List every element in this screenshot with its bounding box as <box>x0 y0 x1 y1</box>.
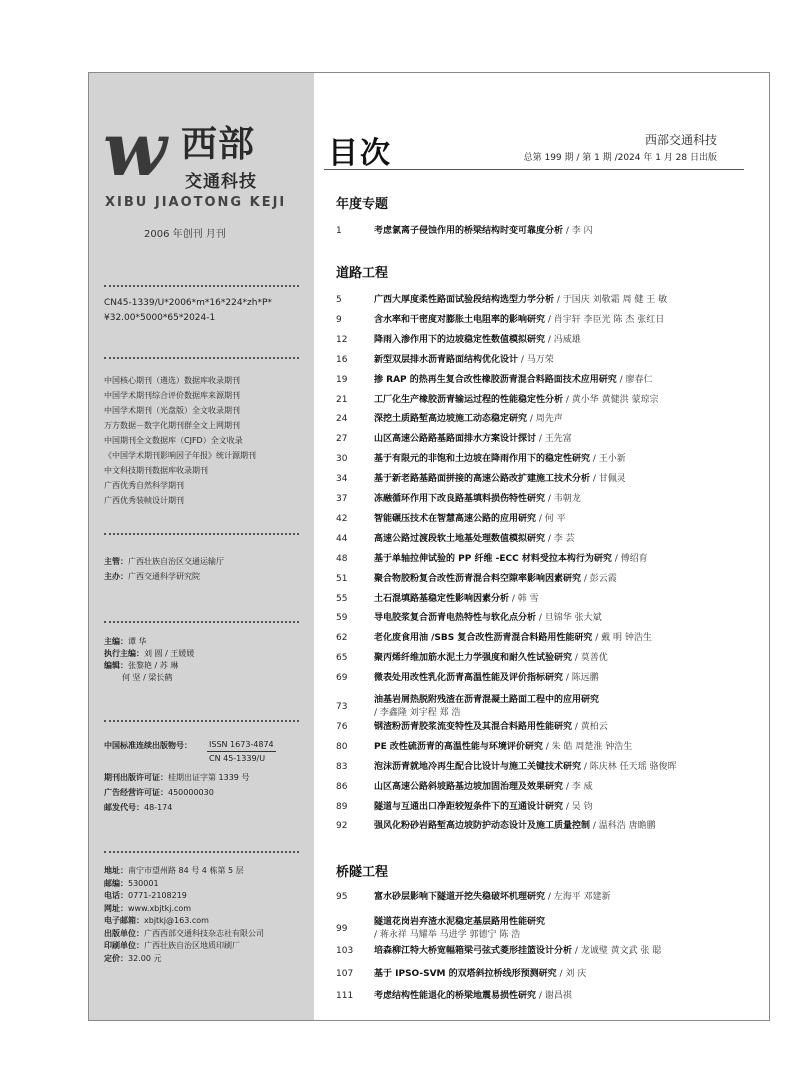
sponsor-line: 主管：广西壮族自治区交通运输厅 <box>104 557 224 566</box>
code-line: CN45-1339/U*2006*m*16*224*zh*P* <box>104 298 272 308</box>
index-item: 广西优秀自然科学期刊 <box>104 481 184 490</box>
page-number: 19 <box>336 374 348 385</box>
article-title: 强风化粉砂岩路堑高边坡防护动态设计及施工质量控制 <box>374 821 591 832</box>
article-authors: / 旦锦华 张大斌 <box>536 613 602 624</box>
article-authors: / 冯威雄 <box>545 334 581 345</box>
page-number: 5 <box>336 295 342 305</box>
page-number: 80 <box>336 741 348 752</box>
header-rule <box>324 169 744 170</box>
article-title: 智能碾压技术在智慧高速公路的应用研究 <box>374 513 537 524</box>
editor-line: 主编：谭 华 <box>104 637 147 646</box>
index-list <box>104 373 256 508</box>
article-title: 基于单轴拉伸试验的 PP 纤维 -ECC 材料受拉本构行为研究 <box>374 553 612 564</box>
article-authors: / 黄柏云 <box>572 721 608 732</box>
page-number: 1 <box>336 226 342 236</box>
article-authors: / 王小新 <box>590 454 626 465</box>
page-number: 51 <box>336 573 348 584</box>
article-title: 隧道花岗岩弃渣水泥稳定基层路用性能研究 <box>374 916 546 927</box>
article-title: 考虑氯离子侵蚀作用的桥梁结构时变可靠度分析 <box>374 226 564 236</box>
article-authors: / 马万荣 <box>518 354 554 365</box>
article-title: 山区高速公路路基路面排水方案设计探讨 <box>374 434 537 445</box>
page-number: 55 <box>336 593 348 604</box>
page-number: 21 <box>336 394 348 405</box>
article-title: 导电胶浆复合沥青电热特性与软化点分析 <box>374 613 537 624</box>
masthead-panel <box>89 73 314 1020</box>
index-item: 中国期刊全文数据库（CJFD）全文收录 <box>104 436 243 445</box>
index-item: 中国学术期刊（光盘版）全文收录期刊 <box>104 406 240 415</box>
page-number: 95 <box>336 892 348 902</box>
article-authors: / 韦朝龙 <box>545 494 581 504</box>
editors-line: 编辑：张黎艳 / 苏 琳 <box>104 661 179 670</box>
article-title: 广西大厚度柔性路面试验段结构选型力学分析 <box>374 295 555 305</box>
section-heading: 桥隧工程 <box>336 865 389 880</box>
article-authors: / 朱 皓 周楚淮 钟浩生 <box>542 741 633 752</box>
issn-label: 中国标准连续出版物号： <box>104 741 192 750</box>
article-title: 含水率和干密度对膨胀土电阻率的影响研究 <box>374 314 546 325</box>
divider <box>104 621 299 623</box>
article-authors: / 莫善优 <box>572 653 608 664</box>
price-line: 定价：32.00 元 <box>104 953 162 963</box>
article-title: 培森柳江特大桥宽幅箱梁弓弦式菱形挂篮设计分析 <box>374 946 573 956</box>
article-authors: / 李鑫隆 刘宇程 郑 浩 <box>374 708 461 718</box>
journal-name: 西部交通科技 <box>644 133 717 147</box>
article-title: 聚合物胶粉复合改性沥青混合料空隙率影响因素研究 <box>374 573 582 584</box>
article-title: 深挖土质路堑高边坡施工动态稳定研究 <box>374 414 528 425</box>
article-authors: / 李 威 <box>563 781 593 792</box>
index-item: 万方数据－数字化期刊群全文上网期刊 <box>104 421 240 430</box>
page-number: 48 <box>336 553 348 564</box>
article-authors: / 何 平 <box>536 513 566 524</box>
article-title: 基于 IPSO-SVM 的双塔斜拉桥线形预测研究 <box>374 968 557 979</box>
article-authors: / 韩 雪 <box>509 593 539 604</box>
article-title: 高速公路过渡段软土地基处理数值模拟研究 <box>374 533 546 544</box>
page-number: 24 <box>336 414 348 425</box>
postal-code-line: 邮发代号：48-174 <box>104 803 173 812</box>
page-number: 103 <box>336 946 354 956</box>
code-line: ¥32.00*5000*65*2024-1 <box>104 313 216 323</box>
page-number: 107 <box>336 968 354 979</box>
article-title: 基于有限元的非饱和土边坡在降雨作用下的稳定性研究 <box>374 454 591 465</box>
article-title: 山区高速公路斜坡路基边坡加固治理及效果研究 <box>374 781 564 792</box>
index-item: 广西优秀装帧设计期刊 <box>104 496 184 505</box>
page-number: 37 <box>336 494 348 504</box>
article-authors: / 吴 钧 <box>563 801 593 812</box>
cn-number: CN 45-1339/U <box>209 754 266 763</box>
page-number: 62 <box>336 633 348 644</box>
article-title: 聚丙烯纤维加筋水泥土力学强度和耐久性试验研究 <box>374 653 573 664</box>
article-authors: / 李 闪 <box>563 226 593 236</box>
page-number: 44 <box>336 533 348 544</box>
article-authors: / 龙诚璧 黄文武 张 聪 <box>572 946 662 956</box>
index-item: 中国核心期刊（遴选）数据库收录期刊 <box>104 376 240 385</box>
email-line: 电子邮箱：xbjtkj@163.com <box>104 916 209 925</box>
page-number: 16 <box>336 354 348 365</box>
article-authors: / 傅绍育 <box>611 553 648 564</box>
article-authors: / 温科浩 唐瞻鹏 <box>590 821 656 832</box>
page-number: 30 <box>336 454 348 465</box>
page-number: 99 <box>336 923 348 934</box>
address-line: 地址：南宁市望州路 84 号 4 栋第 5 层 <box>104 866 244 875</box>
tel-line: 电话：0771-2108219 <box>104 891 187 900</box>
toc-panel <box>314 73 769 1020</box>
editors-line-2: 何 坚 / 梁长鹤 <box>122 673 173 682</box>
article-authors: / 甘佩灵 <box>590 474 626 485</box>
logo-sub: 交通科技 <box>185 172 257 192</box>
article-title: 隧道与互通出口净距较短条件下的互通设计研究 <box>374 801 564 812</box>
page-number: 27 <box>336 434 348 445</box>
article-title: PE 改性硫沥青的高温性能与环境评价研究 <box>374 741 543 752</box>
article-title: 基于新老路基路面拼接的高速公路改扩建施工技术分析 <box>374 474 591 485</box>
article-authors: / 肖宇轩 李臣光 陈 杰 张红日 <box>545 314 665 325</box>
page-number: 65 <box>336 653 348 664</box>
divider <box>104 851 299 853</box>
article-title: 钢渣粉沥青胶浆流变特性及其混合料路用性能研究 <box>374 721 573 732</box>
printer-line: 印刷单位：广西壮族自治区地质印刷厂 <box>104 941 240 950</box>
article-authors: / 蒋永祥 马耀举 马进学 郭德宁 陈 浩 <box>374 929 521 940</box>
zip-line: 邮编：530001 <box>104 878 159 888</box>
logo-pinyin: XIBU JIAOTONG KEJI <box>105 195 287 210</box>
index-item: 《中国学术期刊影响因子年报》统计源期刊 <box>104 451 256 460</box>
page-number: 59 <box>336 613 348 624</box>
article-authors: / 戴 明 钟浩生 <box>592 633 652 644</box>
article-title: 油基岩屑热脱附残渣在沥青混凝土路面工程中的应用研究 <box>374 695 600 705</box>
article-title: 老化废食用油 /SBS 复合改性沥青混合料路用性能研究 <box>374 633 593 644</box>
article-title: 土石混填路基稳定性影响因素分析 <box>374 593 510 604</box>
article-authors: / 于国庆 刘敬霜 周 健 王 敏 <box>554 295 668 305</box>
page-number: 9 <box>336 314 342 325</box>
page-number: 73 <box>336 702 348 712</box>
divider <box>104 720 299 722</box>
contact-block <box>104 865 264 965</box>
section-heading: 年度专题 <box>336 197 389 212</box>
founded-info: 2006 年创刊 月刊 <box>144 229 226 240</box>
article-authors: / 廖春仁 <box>616 374 653 385</box>
article-authors: / 陈庆林 任天瑶 骆俊晖 <box>581 761 677 772</box>
page-number: 12 <box>336 334 348 345</box>
article-title: 工厂化生产橡胶沥青输运过程的性能稳定性分析 <box>374 394 564 405</box>
ad-license-line: 广告经营许可证：450000030 <box>104 788 214 797</box>
web-line: 网址：www.xbjtkj.com <box>104 903 192 913</box>
page-number: 83 <box>336 761 348 772</box>
page-number: 111 <box>336 991 354 1001</box>
exec-editor-line: 执行主编：刘 圆 / 王媛媛 <box>104 649 195 658</box>
page-number: 34 <box>336 474 348 485</box>
article-title: 富水砂层影响下隧道开挖失稳破坏机理研究 <box>374 892 546 902</box>
article-authors: / 刘 庆 <box>556 968 587 979</box>
index-item: 中国学术期刊综合评价数据库来源期刊 <box>104 391 240 400</box>
article-authors: / 王先富 <box>536 434 572 445</box>
logo-name: 西部 <box>181 124 256 165</box>
article-authors: / 谢昌祺 <box>536 991 572 1001</box>
toc-title: 目次 <box>328 136 392 171</box>
article-authors: / 左海平 邓建新 <box>545 892 611 902</box>
article-title: 冻融循环作用下改良路基填料损伤特性研究 <box>374 494 546 504</box>
article-title: 微表处用改性乳化沥青高温性能及评价指标研究 <box>374 673 564 684</box>
issn-number: ISSN 1673-4874 <box>207 738 276 752</box>
logo-letter: w <box>103 107 167 193</box>
issn-box <box>207 738 276 765</box>
divider <box>104 357 299 359</box>
page-number: 69 <box>336 673 348 684</box>
article-authors: / 陈远鹏 <box>563 673 599 684</box>
page-number: 86 <box>336 781 348 792</box>
article-authors: / 黄小华 黄健洪 蒙琼宗 <box>563 394 659 405</box>
page-number: 89 <box>336 801 348 812</box>
section-heading: 道路工程 <box>336 266 389 281</box>
publisher-line: 出版单位：广西西部交通科技杂志社有限公司 <box>104 928 264 938</box>
article-title: 泡沫沥青就地冷再生配合比设计与施工关键技术研究 <box>374 761 582 772</box>
index-item: 中文科技期刊数据库收录期刊 <box>104 466 208 475</box>
article-authors: / 李 芸 <box>545 533 575 544</box>
page-number: 92 <box>336 821 348 832</box>
issue-info: 总第 199 期 / 第 1 期 /2024 年 1 月 28 日出版 <box>523 153 717 163</box>
page-number: 76 <box>336 721 348 732</box>
article-authors: / 彭云霞 <box>581 573 617 584</box>
article-title: 考虑结构性能退化的桥梁地震易损性研究 <box>374 991 537 1001</box>
license-line: 期刊出版许可证：桂期出证字第 1339 号 <box>104 773 250 782</box>
page-number: 42 <box>336 513 348 524</box>
divider <box>104 533 299 535</box>
host-line: 主办：广西交通科学研究院 <box>104 572 200 581</box>
divider <box>104 285 299 287</box>
article-authors: / 周先声 <box>527 414 563 425</box>
article-title: 降雨入渗作用下的边坡稳定性数值模拟研究 <box>374 334 546 345</box>
journal-logo <box>103 107 303 221</box>
article-title: 新型双层排水沥青路面结构优化设计 <box>374 354 519 365</box>
article-title: 掺 RAP 的热再生复合改性橡胶沥青混合料路面技术应用研究 <box>374 374 617 385</box>
